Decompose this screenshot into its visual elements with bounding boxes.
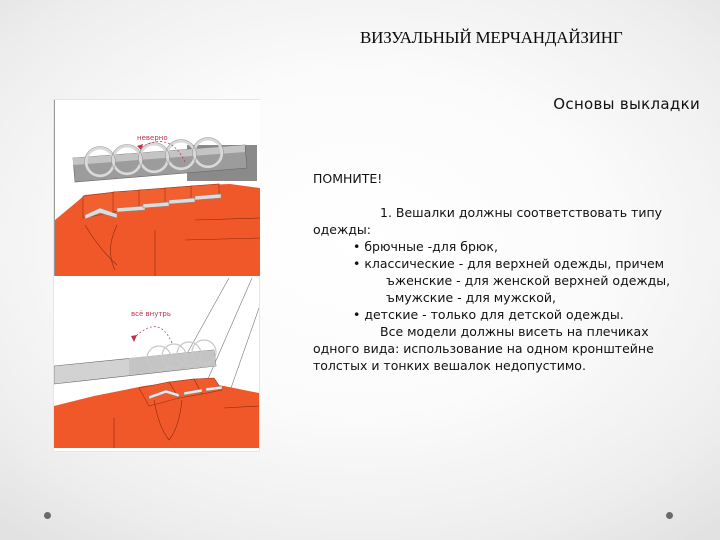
corner-dot-icon-right: [666, 512, 673, 519]
point-1-line-2: одежды:: [313, 222, 371, 237]
wrong-label: неверно: [137, 134, 168, 142]
corner-dot-icon-left: [44, 512, 51, 519]
paragraph-line-2: одного вида: использование на одном кронштейне: [313, 341, 654, 356]
correct-label: всё внутрь: [131, 310, 171, 318]
slide-body: [313, 170, 713, 374]
remember-heading: ПОМНИТЕ!: [313, 171, 383, 186]
slide-title: ВИЗУАЛЬНЫЙ МЕРЧАНДАЙЗИНГ: [360, 28, 623, 47]
illustration-wrong-hangers: [54, 100, 260, 276]
bullet-children: • детские - только для детской одежды.: [353, 307, 624, 322]
hanger-illustration: [54, 100, 259, 451]
bullet-trouser: • брючные -для брюк,: [353, 239, 498, 254]
bullet-classic: • классические - для верхней одежды, причем: [353, 256, 665, 271]
point-1-line-1: 1. Вешалки должны соответствовать типу: [380, 205, 663, 220]
illustration-correct-hangers: [54, 278, 259, 448]
sub-bullet-men: ъмужские - для мужской,: [386, 290, 556, 305]
sub-bullet-women: ъженские - для женской верхней одежды,: [386, 273, 671, 288]
paragraph-line-3: толстых и тонких вешалок недопустимо.: [313, 358, 586, 373]
paragraph-line-1: Все модели должны висеть на плечиках: [380, 324, 649, 339]
slide-subtitle: Основы выкладки: [553, 95, 700, 113]
